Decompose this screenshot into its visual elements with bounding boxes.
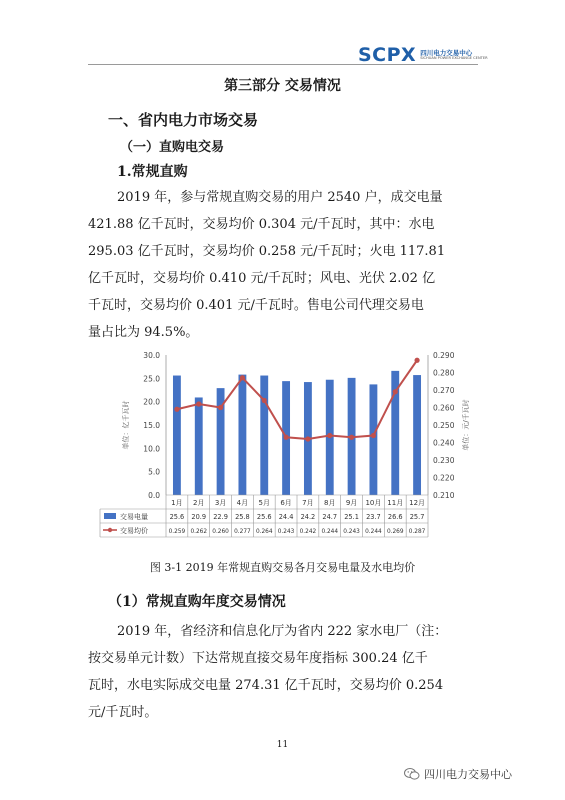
figure-caption: 图 3-1 2019 年常规直购交易各月交易电量及水电均价 [149,561,416,574]
y2-tick-label: 0.220 [433,473,455,483]
x-tick-label: 2月 [193,499,205,507]
logo-english-name: SICHUAN POWER EXCHANGE CENTER [420,55,488,60]
y-tick-label: 30.0 [143,351,160,360]
y2-tick-label: 0.210 [433,491,455,500]
bar [369,384,377,495]
watermark [404,766,512,782]
line-point [174,407,179,412]
line-point [283,435,288,440]
line-point [349,435,354,440]
legend-label-price: 交易均价 [120,527,148,535]
x-tick-label: 11月 [387,499,404,507]
paragraph-line: 295.03 亿千瓦时，交易均价 0.258 元/千瓦时；火电 117.81 [88,244,446,259]
data-label-price: 0.264 [255,529,273,535]
y-tick-label: 5.0 [148,467,160,477]
legend-marker-price [108,528,112,532]
header-logo [358,44,488,66]
data-label-volume: 20.9 [191,513,207,521]
y2-tick-label: 0.260 [433,403,455,413]
legend-label-volume: 交易电量 [120,513,148,521]
y2-tick-label: 0.270 [433,386,455,395]
data-label-volume: 23.7 [366,513,381,521]
data-label-volume: 25.1 [344,513,359,521]
y-axis-title: 单位：亿千瓦时 [122,400,130,450]
subsection-title: （1）常规直购年度交易情况 [108,594,286,610]
y2-tick-label: 0.240 [433,438,455,448]
paragraph-line: 瓦时，水电实际成交电量 274.31 亿千瓦时，交易均价 0.254 [88,678,444,693]
paragraph-line: 2019 年，省经济和信息化厅为省内 222 家水电厂（注： [117,624,448,639]
y2-tick-label: 0.250 [433,421,455,430]
paragraph-line: 量占比为 94.5%。 [88,325,199,340]
data-label-price: 0.269 [386,529,404,535]
section-heading: 一、省内电力市场交易 [108,111,259,129]
data-label-volume: 25.6 [256,513,272,521]
item-heading: 1.常规直购 [117,164,188,180]
data-label-price: 0.243 [277,529,295,535]
y-tick-label: 10.0 [143,444,160,454]
bar [413,375,421,495]
x-tick-label: 7月 [302,499,314,507]
x-tick-label: 10月 [365,499,382,507]
paragraph-line: 按交易单元计数）下达常规直接交易年度指标 300.24 亿千 [88,651,428,666]
header-divider [88,64,478,65]
x-tick-label: 4月 [236,499,249,507]
line-point [327,433,332,438]
data-label-price: 0.242 [299,529,317,535]
data-label-volume: 24.4 [278,513,294,521]
data-label-price: 0.287 [408,529,426,535]
legend-swatch-volume [104,513,116,519]
wechat-icon [404,767,420,781]
subsection-heading: （一）直购电交易 [120,140,225,155]
data-label-price: 0.259 [168,529,186,535]
bar [238,375,246,495]
x-tick-label: 9月 [345,499,358,507]
data-label-price: 0.244 [365,529,382,535]
paragraph-line: 421.88 亿千瓦时，交易均价 0.304 元/千瓦时，其中：水电 [88,217,435,232]
x-tick-label: 3月 [214,499,227,507]
data-label-price: 0.262 [190,529,208,535]
bar [260,376,268,495]
data-label-volume: 25.6 [169,513,185,521]
x-tick-label: 5月 [258,499,270,507]
data-label-volume: 24.2 [300,513,316,521]
bar [195,397,203,495]
line-point [371,433,376,438]
y-tick-label: 0.0 [148,491,160,500]
volume-price-chart [88,345,488,550]
paragraph-line: 亿千瓦时，交易均价 0.410 元/千瓦时；风电、光伏 2.02 亿 [88,271,436,286]
data-label-volume: 25.8 [235,513,250,521]
data-label-price: 0.244 [321,529,339,535]
price-line [177,360,417,439]
line-point [196,401,201,406]
paragraph-line: 元/千瓦时。 [88,705,158,720]
data-label-volume: 22.9 [213,513,228,521]
line-point [305,436,310,441]
paragraph-line: 2019 年，参与常规直购交易的用户 2540 户，成交电量 [117,190,443,205]
x-tick-label: 12月 [409,499,426,507]
y-tick-label: 25.0 [143,374,160,384]
logo-subtitle [420,50,487,61]
data-label-volume: 25.7 [409,513,425,521]
page-number: 11 [276,740,289,750]
watermark-text: 四川电力交易中心 [424,768,512,781]
x-tick-label: 1月 [171,499,183,507]
y2-tick-label: 0.280 [433,368,455,378]
y2-axis-title: 单位：元/千瓦时 [462,399,470,451]
line-point [393,389,398,394]
part-title: 第三部分 交易情况 [224,78,341,94]
line-point [218,405,223,410]
y-tick-label: 15.0 [143,421,160,430]
line-point [414,358,419,363]
data-label-price: 0.260 [212,529,229,535]
line-point [262,398,267,403]
logo-chinese-name: 四川电力交易中心 [420,48,473,57]
data-label-volume: 24.7 [322,513,338,521]
y2-tick-label: 0.230 [433,456,455,465]
x-tick-label: 8月 [324,499,336,507]
y-tick-label: 20.0 [143,397,160,407]
data-label-volume: 26.6 [387,513,403,521]
x-tick-label: 6月 [280,499,292,507]
data-label-price: 0.243 [343,529,360,535]
y2-tick-label: 0.290 [433,351,455,360]
line-point [240,375,245,380]
bar [173,376,181,495]
logo-text: SCPX [358,44,417,66]
data-label-price: 0.277 [234,529,251,535]
paragraph-line: 千瓦时，交易均价 0.401 元/千瓦时。售电公司代理交易电 [88,298,424,313]
